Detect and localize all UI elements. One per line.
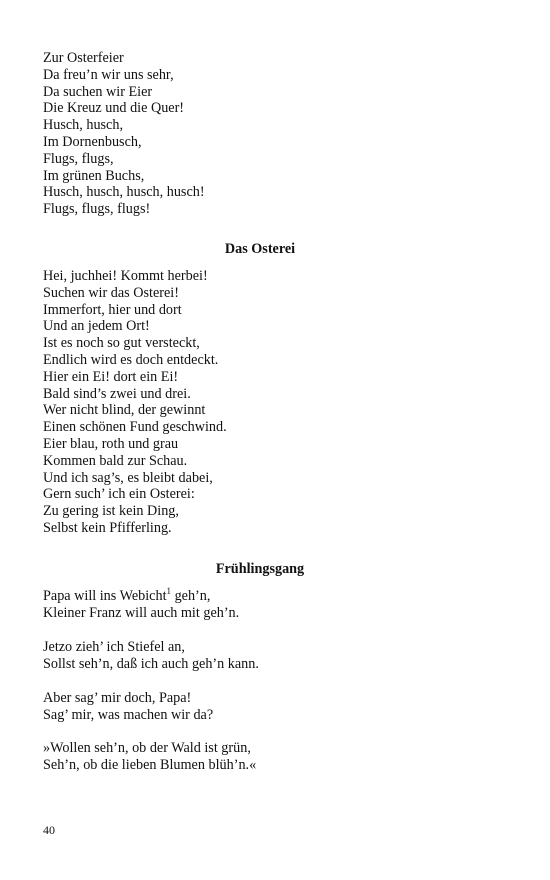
poem-line: Im grünen Buchs,: [43, 167, 145, 184]
poem-das-osterei-stanza: [43, 268, 503, 537]
poem-line: Flugs, flugs, flugs!: [43, 201, 151, 218]
poem-line: Und ich sag’s, es bleibt dabei,: [43, 469, 213, 486]
poem-line: Aber sag’ mir doch, Papa!: [43, 690, 192, 706]
poem-title-fruehlingsgang: Frühlingsgang: [215, 561, 305, 577]
poem-fruehlingsgang-stanza-1: [43, 588, 503, 622]
poem-line: Husch, husch, husch, husch!: [43, 184, 205, 201]
poem-line: Hier ein Ei! dort ein Ei!: [43, 368, 179, 385]
poem-line: Die Kreuz und die Quer!: [43, 100, 185, 117]
poem-title-das-osterei: Das Osterei: [224, 241, 296, 257]
poem-line: »Wollen seh’n, ob der Wald ist grün,: [43, 740, 251, 756]
poem-fruehlingsgang-stanza-3: [43, 690, 503, 724]
poem-line: Und an jedem Ort!: [43, 318, 150, 335]
poem-line: Da freu’n wir uns sehr,: [43, 66, 174, 83]
poem-line: Kommen bald zur Schau.: [43, 452, 188, 469]
poem-line: Zu gering ist kein Ding,: [43, 503, 179, 520]
poem-line: Eier blau, roth und grau: [43, 435, 179, 452]
poem-line-with-footnote: [43, 588, 503, 605]
poem-line-text: Papa will ins Webicht: [43, 588, 167, 604]
poem-line: Seh’n, ob die lieben Blumen blüh’n.«: [43, 756, 257, 773]
poem-line: Ist es noch so gut versteckt,: [43, 335, 200, 352]
footnote-marker[interactable]: 1: [166, 586, 172, 596]
poem-line: Da suchen wir Eier: [43, 83, 153, 100]
poem-line: Bald sind’s zwei und drei.: [43, 385, 191, 402]
poem-fruehlingsgang-stanza-4: [43, 740, 503, 774]
poem-line: Sag’ mir, was machen wir da?: [43, 706, 214, 723]
poem-line: Immerfort, hier und dort: [43, 301, 182, 318]
poem-line: Kleiner Franz will auch mit geh’n.: [43, 604, 240, 621]
page-number: 40: [43, 823, 55, 837]
poem-line: Endlich wird es doch entdeckt.: [43, 351, 219, 368]
poem-osterfeier-stanza: [43, 50, 503, 218]
poem-line: Einen schönen Fund geschwind.: [43, 419, 227, 436]
poem-line: Wer nicht blind, der gewinnt: [43, 402, 206, 419]
poem-line: Flugs, flugs,: [43, 150, 114, 167]
poem-line: Im Dornenbusch,: [43, 133, 142, 150]
poem-fruehlingsgang-stanza-2: [43, 639, 503, 673]
poem-line: Zur Osterfeier: [43, 50, 124, 66]
poem-line: Husch, husch,: [43, 117, 123, 134]
poem-line: Suchen wir das Osterei!: [43, 284, 179, 301]
poem-line: Selbst kein Pfifferling.: [43, 519, 172, 536]
poem-line: Jetzo zieh’ ich Stiefel an,: [43, 639, 185, 655]
poem-line: Gern such’ ich ein Osterei:: [43, 486, 195, 503]
poem-line-text-end: geh’n,: [171, 588, 211, 604]
poem-line: Sollst seh’n, daß ich auch geh’n kann.: [43, 655, 259, 672]
poem-line: Hei, juchhei! Kommt herbei!: [43, 268, 208, 284]
